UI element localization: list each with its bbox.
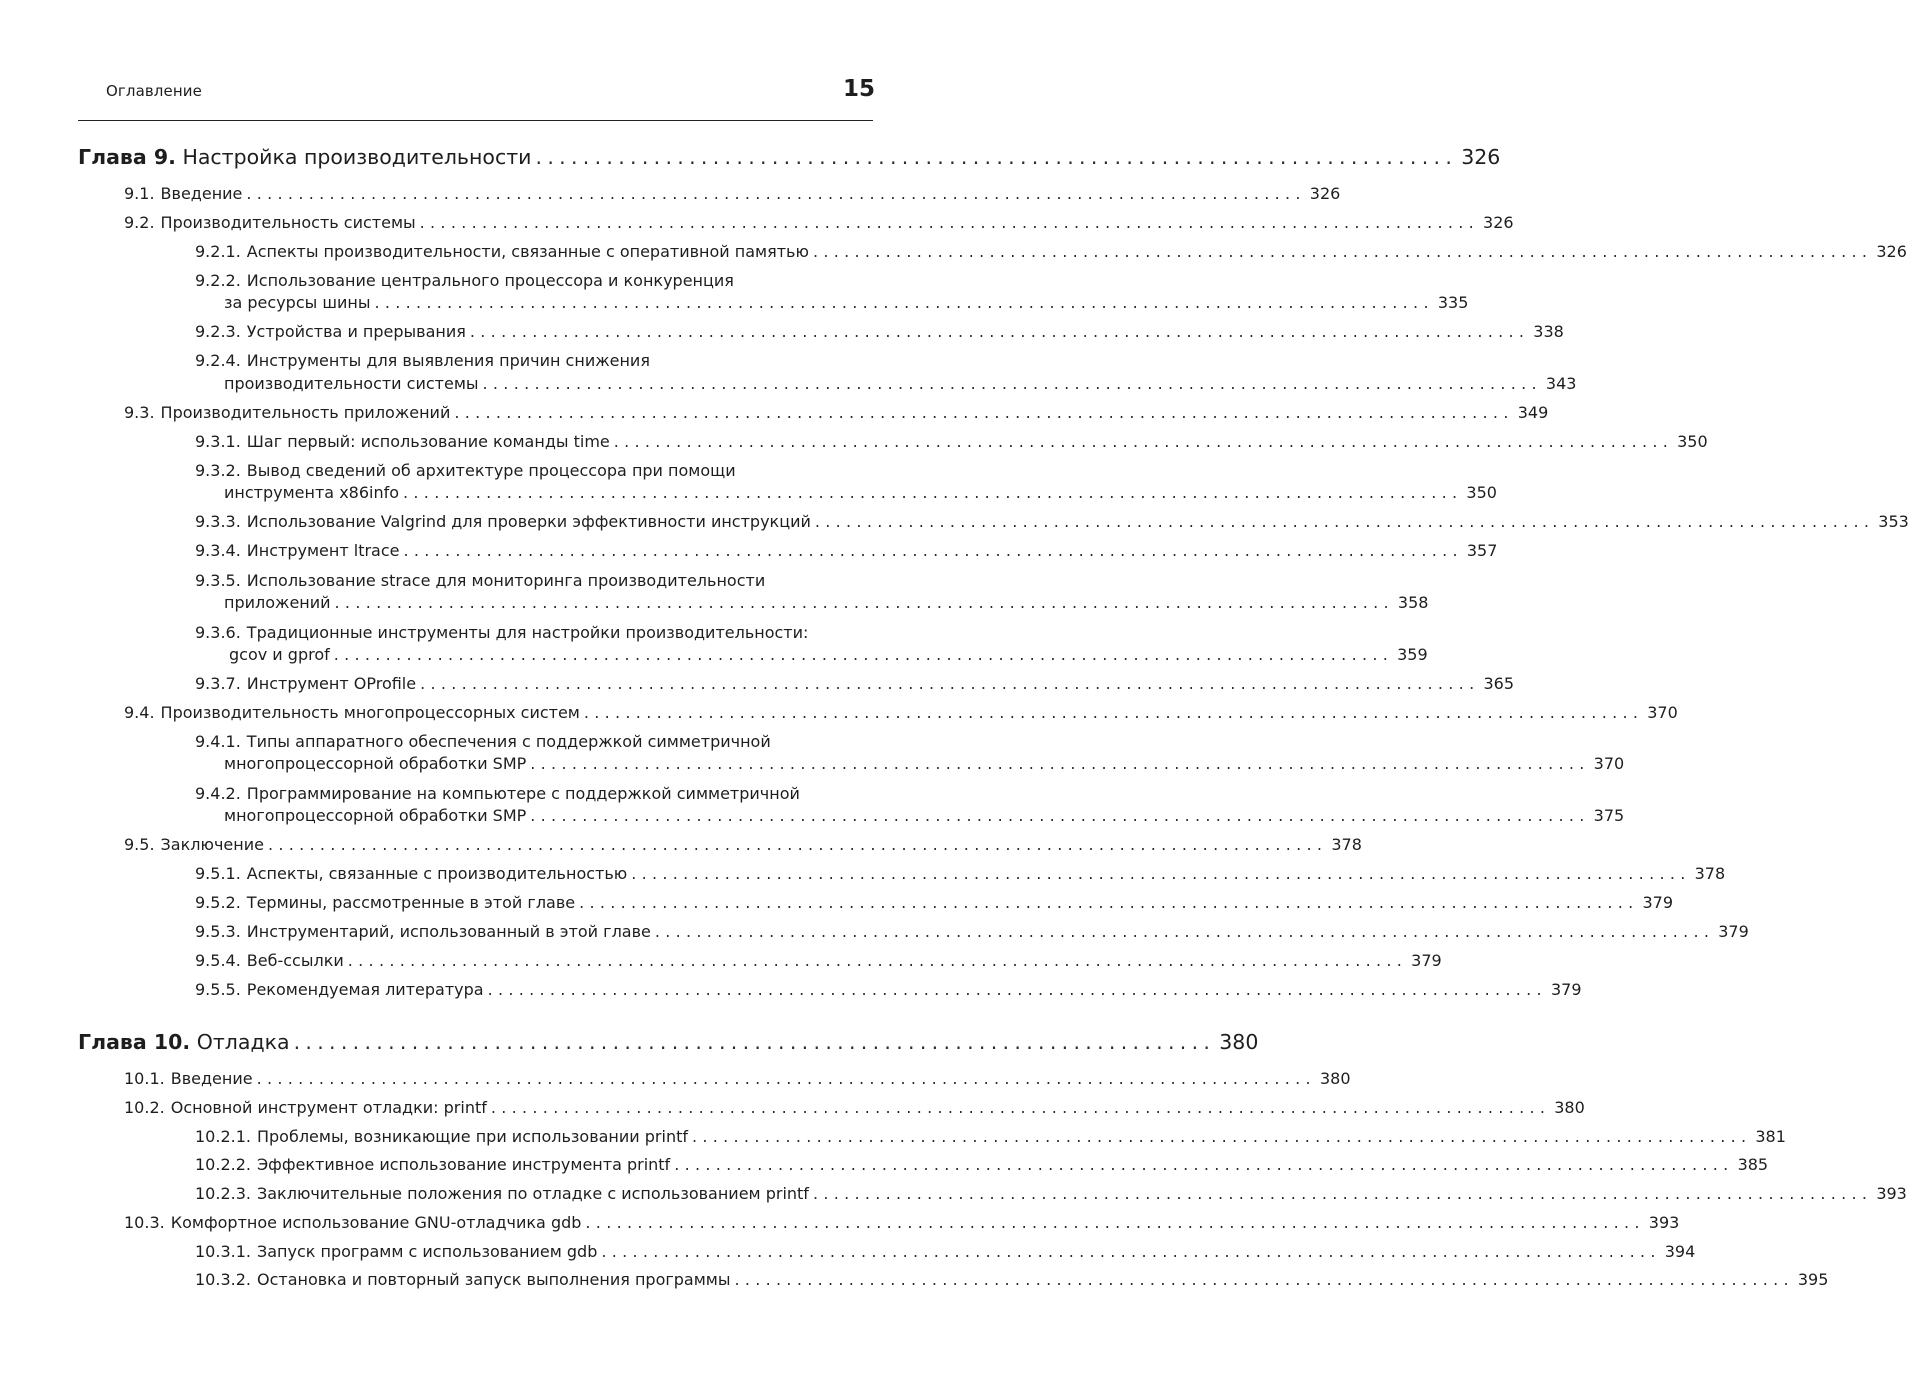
dot-leader: ......................................................................................................: [530, 806, 1590, 825]
section-number: 9.3.3.: [195, 512, 241, 531]
toc-entry[interactable]: [124, 184, 1341, 203]
toc-entry[interactable]: [124, 835, 1362, 854]
section-title: Производительность приложений: [160, 403, 451, 422]
toc-page-number: 350: [1466, 483, 1497, 502]
toc-entry[interactable]: [124, 1069, 1351, 1088]
section-title: Использование центрального процессора и конкуренция: [246, 271, 734, 290]
section-number: 10.3.2.: [195, 1270, 251, 1289]
toc-page-number: 326: [1876, 242, 1907, 261]
dot-leader: ......................................................................................................: [374, 293, 1434, 312]
dot-leader: ......................................................................................................: [583, 703, 1644, 722]
dot-leader: ......................................................................................................: [419, 213, 1480, 232]
toc-entry[interactable]: [195, 1155, 1769, 1174]
section-title: Термины, рассмотренные в этой главе: [246, 893, 576, 912]
toc-page-number: 379: [1411, 951, 1442, 970]
section-number: 10.2.: [124, 1098, 165, 1117]
dot-leader: ..............................................................................: [293, 1030, 1216, 1054]
section-title: Использование Valgrind для проверки эффективности инструкций: [246, 512, 811, 531]
toc-page-number: 370: [1647, 703, 1678, 722]
dot-leader: ......................................................................................................: [469, 322, 1530, 341]
toc-entry[interactable]: [195, 674, 1515, 693]
section-title: Запуск программ с использованием gdb: [256, 1242, 598, 1261]
toc-page-number: 326: [1461, 145, 1501, 169]
section-title: Производительность многопроцессорных систем: [160, 703, 580, 722]
dot-leader: ......................................................................................................: [579, 893, 1639, 912]
toc-page-number: 338: [1533, 322, 1564, 341]
section-title: Использование strace для мониторинга производительности: [246, 571, 766, 590]
toc-entry[interactable]: [195, 1127, 1786, 1146]
section-title: Производительность системы: [160, 213, 416, 232]
section-number: 9.2.2.: [195, 271, 241, 290]
section-number: 9.5.4.: [195, 951, 241, 970]
toc-entry-first-line[interactable]: [195, 784, 800, 803]
section-number: 9.5.1.: [195, 864, 241, 883]
section-title: Введение: [160, 184, 243, 203]
section-title: Программирование на компьютере с поддержкой симметричной: [246, 784, 800, 803]
toc-page-number: 353: [1878, 512, 1909, 531]
chapter-title: Отладка: [196, 1030, 290, 1054]
section-title: Основной инструмент отладки: printf: [170, 1098, 487, 1117]
toc-entry[interactable]: [124, 1098, 1585, 1117]
dot-leader: ......................................................................................................: [420, 674, 1480, 693]
section-number: 9.3.6.: [195, 623, 241, 642]
section-title: Инструментарий, использованный в этой главе: [246, 922, 651, 941]
section-title: Традиционные инструменты для настройки производительности:: [246, 623, 809, 642]
toc-entry[interactable]: [195, 1184, 1907, 1203]
chapter-label: Глава 10.: [78, 1030, 191, 1054]
dot-leader: ......................................................................................................: [530, 754, 1590, 773]
section-number: 9.5.: [124, 835, 155, 854]
toc-entry[interactable]: [195, 951, 1442, 970]
toc-entry[interactable]: [195, 541, 1498, 560]
section-title-continued: многопроцессорной обработки SMP: [224, 754, 527, 773]
dot-leader: ......................................................................................................: [812, 242, 1873, 261]
toc-page-number: 350: [1677, 432, 1708, 451]
running-head: Оглавление: [106, 82, 202, 100]
section-title-continued: многопроцессорной обработки SMP: [224, 806, 527, 825]
section-title: Рекомендуемая литература: [246, 980, 484, 999]
toc-entry[interactable]: [124, 403, 1549, 422]
dot-leader: ..............................................................................: [535, 145, 1458, 169]
dot-leader: ......................................................................................................: [403, 483, 1463, 502]
section-title-continued: производительности системы: [224, 374, 479, 393]
toc-page-number: 343: [1545, 374, 1577, 393]
toc-page-number: 380: [1319, 1069, 1351, 1088]
section-number: 9.2.4.: [195, 351, 241, 370]
toc-entry-first-line[interactable]: [195, 732, 771, 751]
toc-entry-first-line[interactable]: [195, 623, 808, 642]
dot-leader: ......................................................................................................: [601, 1242, 1661, 1261]
section-number: 9.4.1.: [195, 732, 241, 751]
section-number: 9.3.2.: [195, 461, 241, 480]
toc-entry[interactable]: [195, 242, 1907, 261]
section-title: Аспекты производительности, связанные с оперативной памятью: [246, 242, 809, 261]
dot-leader: ......................................................................................................: [734, 1270, 1794, 1289]
section-number: 10.1.: [124, 1069, 165, 1088]
toc-page-number: 393: [1876, 1184, 1907, 1203]
section-number: 9.3.4.: [195, 541, 241, 560]
toc-page-number: 395: [1797, 1270, 1829, 1289]
section-number: 9.5.5.: [195, 980, 241, 999]
toc-page-number: 358: [1397, 593, 1429, 612]
toc-entry[interactable]: [195, 893, 1674, 912]
section-number: 9.3.: [124, 403, 155, 422]
section-number: 10.2.2.: [195, 1155, 251, 1174]
dot-leader: ......................................................................................................: [490, 1098, 1551, 1117]
dot-leader: ......................................................................................................: [334, 593, 1394, 612]
section-title: Инструменты для выявления причин снижения: [246, 351, 650, 370]
toc-entry[interactable]: [195, 922, 1749, 941]
section-number: 9.3.5.: [195, 571, 241, 590]
toc-entry[interactable]: [229, 645, 1428, 664]
section-number: 9.2.: [124, 213, 155, 232]
section-title: Заключительные положения по отладке с использованием printf: [256, 1184, 809, 1203]
toc-entry-first-line[interactable]: [195, 271, 734, 290]
section-number: 9.2.1.: [195, 242, 241, 261]
toc-page-number: 326: [1309, 184, 1341, 203]
chapter-title: Настройка производительности: [182, 145, 532, 169]
section-title: Веб-ссылки: [246, 951, 344, 970]
toc-entry[interactable]: [224, 593, 1429, 612]
section-number: 9.3.1.: [195, 432, 241, 451]
toc-page-number: 378: [1331, 835, 1362, 854]
toc-entry[interactable]: [124, 213, 1514, 232]
toc-page-number: 349: [1517, 403, 1549, 422]
section-title: Введение: [170, 1069, 253, 1088]
section-title: Проблемы, возникающие при использовании printf: [256, 1127, 688, 1146]
toc-entry[interactable]: [124, 1213, 1680, 1232]
section-number: 9.3.7.: [195, 674, 241, 693]
toc-entry[interactable]: [224, 374, 1577, 393]
toc-chapter-9[interactable]: [78, 145, 1501, 169]
section-number: 9.2.3.: [195, 322, 241, 341]
toc-entry[interactable]: [195, 322, 1564, 341]
section-title: Вывод сведений об архитектуре процессора при помощи: [246, 461, 736, 480]
dot-leader: ......................................................................................................: [613, 432, 1674, 451]
toc-page-number: 326: [1483, 213, 1514, 232]
dot-leader: ......................................................................................................: [347, 951, 1408, 970]
chapter-label: Глава 9.: [78, 145, 176, 169]
dot-leader: ......................................................................................................: [654, 922, 1715, 941]
dot-leader: ......................................................................................................: [487, 980, 1547, 999]
toc-page-number: 379: [1550, 980, 1582, 999]
section-title-continued: приложений: [224, 593, 331, 612]
section-title-continued: gcov и gprof: [229, 645, 330, 664]
section-title: Заключение: [160, 835, 264, 854]
toc-page-number: 370: [1593, 754, 1625, 773]
toc-page-number: 378: [1694, 864, 1726, 883]
toc-page-number: 381: [1755, 1127, 1786, 1146]
page-number: 15: [842, 76, 875, 102]
dot-leader: ......................................................................................................: [256, 1069, 1316, 1088]
toc-page-number: 393: [1648, 1213, 1680, 1232]
section-number: 9.4.: [124, 703, 155, 722]
section-title-continued: инструмента x86info: [224, 483, 400, 502]
toc-entry[interactable]: [195, 1270, 1829, 1289]
section-number: 9.5.3.: [195, 922, 241, 941]
section-number: 10.2.1.: [195, 1127, 251, 1146]
toc-page-number: 385: [1737, 1155, 1769, 1174]
dot-leader: ......................................................................................................: [674, 1155, 1734, 1174]
toc-page-number: 380: [1219, 1030, 1259, 1054]
toc-chapter-10[interactable]: [78, 1030, 1259, 1054]
toc-entry[interactable]: [195, 432, 1708, 451]
toc-entry[interactable]: [224, 483, 1497, 502]
dot-leader: ......................................................................................................: [482, 374, 1542, 393]
dot-leader: ......................................................................................................: [692, 1127, 1752, 1146]
section-title: Аспекты, связанные с производительностью: [246, 864, 628, 883]
toc-entry[interactable]: [224, 754, 1625, 773]
dot-leader: ......................................................................................................: [631, 864, 1691, 883]
toc-entry-first-line[interactable]: [195, 351, 650, 370]
dot-leader: ......................................................................................................: [585, 1213, 1645, 1232]
dot-leader: ......................................................................................................: [454, 403, 1514, 422]
toc-page-number: 379: [1642, 893, 1674, 912]
dot-leader: ......................................................................................................: [333, 645, 1394, 664]
dot-leader: ......................................................................................................: [246, 184, 1306, 203]
toc-page-number: 394: [1664, 1242, 1696, 1261]
dot-leader: ......................................................................................................: [267, 835, 1328, 854]
section-title: Устройства и прерывания: [246, 322, 466, 341]
section-title: Инструмент ltrace: [246, 541, 400, 560]
header-rule: [78, 120, 873, 121]
toc-entry-first-line[interactable]: [195, 461, 736, 480]
dot-leader: ......................................................................................................: [403, 541, 1463, 560]
toc-entry-first-line[interactable]: [195, 571, 765, 590]
toc-entry[interactable]: [124, 703, 1678, 722]
toc-page-number: 380: [1554, 1098, 1585, 1117]
toc-page-number: 335: [1437, 293, 1469, 312]
dot-leader: ......................................................................................................: [812, 1184, 1873, 1203]
toc-page-number: 365: [1483, 674, 1515, 693]
toc-entry[interactable]: [195, 512, 1909, 531]
toc-entry[interactable]: [224, 806, 1625, 825]
toc-page-number: 375: [1593, 806, 1625, 825]
section-title: Шаг первый: использование команды time: [246, 432, 610, 451]
section-number: 10.3.1.: [195, 1242, 251, 1261]
section-title: Комфортное использование GNU-отладчика gdb: [170, 1213, 582, 1232]
toc-entry[interactable]: [224, 293, 1469, 312]
dot-leader: ......................................................................................................: [814, 512, 1875, 531]
toc-entry[interactable]: [195, 864, 1726, 883]
toc-page-number: 379: [1718, 922, 1749, 941]
section-number: 9.1.: [124, 184, 155, 203]
toc-entry[interactable]: [195, 1242, 1696, 1261]
section-number: 10.2.3.: [195, 1184, 251, 1203]
section-title: Остановка и повторный запуск выполнения программы: [256, 1270, 731, 1289]
section-number: 10.3.: [124, 1213, 165, 1232]
toc-page-number: 357: [1466, 541, 1498, 560]
section-title: Типы аппаратного обеспечения с поддержкой симметричной: [246, 732, 771, 751]
section-title: Инструмент OProfile: [246, 674, 417, 693]
toc-page-number: 359: [1397, 645, 1428, 664]
toc-entry[interactable]: [195, 980, 1582, 999]
section-number: 9.4.2.: [195, 784, 241, 803]
section-title: Эффективное использование инструмента printf: [256, 1155, 671, 1174]
section-title-continued: за ресурсы шины: [224, 293, 371, 312]
section-number: 9.5.2.: [195, 893, 241, 912]
